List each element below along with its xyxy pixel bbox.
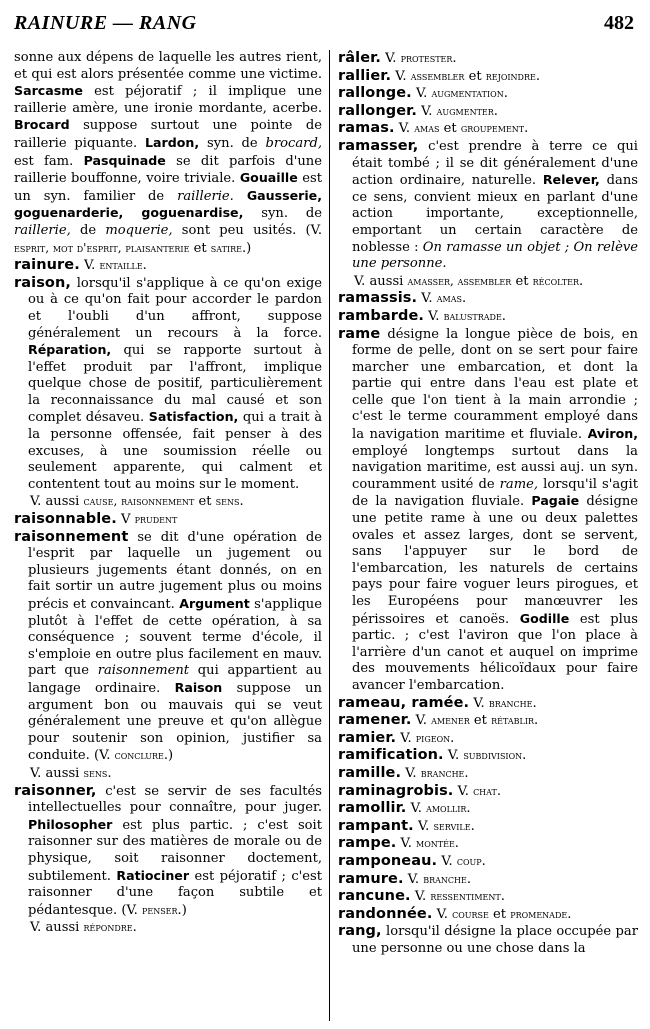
headword: ramier.: [338, 729, 397, 746]
entry-rameau: rameau, ramée. V. branche.: [338, 694, 537, 711]
cross-reference: entaille: [99, 258, 143, 273]
headword: rambarde.: [338, 307, 424, 324]
see-also: V. aussi sens.: [30, 765, 112, 781]
entry-raisonnement: raisonnement se dit d'une opération de l'esprit par laquelle un jugement ou plusieurs jugements étant donnés, on en fait sortir un autre jugement plus ou moins précis et convaincant. Argument s'applique plutôt à l'effet de cette opération, à sa conséquence ; souvent terme d'école, il s'emploie en outre plus facilement en mauv. part que raisonnement qui appartient au langage ordinaire. Raison suppose un argument bon ou mauvais qui se veut généralement une preuve et qu'on allègue pour soutenir son opinion, justifier sa conduite. (V. conclure.): [14, 528, 322, 764]
entry-ramener: ramener. V. amener et rétablir.: [338, 712, 539, 729]
headword: ramponeau.: [338, 852, 438, 869]
see-also: V. aussi répondre.: [30, 920, 137, 936]
headword: rallonger.: [338, 102, 417, 119]
headword: râler.: [338, 50, 381, 66]
headword: rampe.: [338, 835, 397, 852]
entry-continuation: sonne aux dépens de laquelle les autres rient, et qui est alors présentée comme une victime. Sarcasme est péjoratif ; il implique une raillerie amère, une ironie mordante, acerbe. Brocard suppose surtout une pointe de raillerie piquante. Lardon, syn. de brocard, est fam. Pasquinade se dit parfois d'une raillerie bouffonne, voire triviale. Gouaille est un syn. familier de raillerie. Gausserie, goguenarderie, goguenardise, syn. de raillerie, de moquerie, sont peu usités. (V. esprit, mot d'esprit, plaisanterie et satire.): [14, 50, 322, 256]
left-column: [14, 50, 322, 937]
headword: raisonnement: [14, 528, 129, 545]
entry-ramure: ramure. V. branche.: [338, 870, 472, 887]
headword: rameau, ramée.: [338, 694, 470, 711]
entry-raisonner: raisonner, c'est se servir de ses facultés intellectuelles pour connaître, pour juger. Philosopher est plus partic. ; c'est soit raisonner sur des matières de morale ou de physique, soit raisonner doctement, subtilement. Ratiociner est péjoratif ; c'est raisonner d'une façon subtile et pédantesque. (V. penser.): [14, 782, 323, 918]
headword: ramollir.: [338, 800, 407, 817]
entry-rame: rame désigne la longue pièce de bois, en forme de pelle, dont on se sert pour faire marcher une embarcation, et dont la partie qui entre dans l'eau est plate et celle que l'on tient à la main arrondie ; c'est le terme couramment employé dans la navigation maritime et fluviale. Aviron, employé longtemps surtout dans la navigation maritime, est aussi auj. un syn. couramment usité de rame, lorsqu'il s'agit de la navigation fluviale. Pagaie désigne une petite rame à une ou deux palettes ovales et assez larges, dont se servent, sans l'appuyer sur le bord de l'embarcation, les naturels de certains pays pour faire voguer leurs pirogues, et les Européens pour manœuvrer les périssoires et canoës. Godille est plus partic. ; c'est l'aviron que l'on place à l'arrière d'un canot et auquel on imprime des mouvements hélicoïdaux pour faire avancer l'embarcation.: [338, 325, 639, 693]
entry-rallier: rallier. V. assembler et rejoindre.: [338, 67, 541, 84]
entry-rainure: rainure. V. entaille.: [14, 257, 147, 274]
entry-ramas: ramas. V. amas et groupement.: [338, 120, 529, 137]
headword: ramille.: [338, 764, 402, 781]
entry-raisonnable: raisonnable. V prudent: [14, 511, 178, 528]
headword: rancune.: [338, 888, 411, 905]
entry-rambarde: rambarde. V. balustrade.: [338, 307, 506, 324]
entry-ramassis: ramassis. V. amas.: [338, 290, 467, 307]
entry-ramponeau: ramponeau. V. coup.: [338, 852, 486, 869]
headword: ramassis.: [338, 290, 418, 307]
column-divider: [329, 50, 330, 1021]
entry-ramification: ramification. V. subdivision.: [338, 747, 527, 764]
headword: rallonge.: [338, 85, 412, 102]
entry-ramille: ramille. V. branche.: [338, 764, 469, 781]
headword: raisonner,: [14, 782, 97, 799]
headword: ramification.: [338, 747, 444, 764]
entry-randonnee: randonnée. V. course et promenade.: [338, 905, 572, 922]
headword: raison,: [14, 274, 72, 291]
entry-rancune: rancune. V. ressentiment.: [338, 888, 505, 905]
headword: rallier.: [338, 67, 392, 84]
entry-rallonger: rallonger. V. augmenter.: [338, 102, 498, 119]
entry-raler: râler. V. protester.: [338, 50, 457, 66]
entry-rampe: rampe. V. montée.: [338, 835, 459, 852]
entry-ramasser: ramasser, c'est prendre à terre ce qui était tombé ; il se dit généralement d'une action ordinaire, naturelle. Relever, dans ce sens, convient mieux en parlant d'une action importante, exceptionnelle, emportant un certain caractère de noblesse : On ramasse un objet ; On relève une personne.: [338, 137, 638, 272]
entry-rang: rang, lorsqu'il désigne la place occupée par une personne ou une chose dans la: [338, 923, 638, 956]
headword: rampant.: [338, 817, 414, 834]
entry-raminagrobis: raminagrobis. V. chat.: [338, 782, 502, 799]
headword: randonnée.: [338, 905, 433, 922]
page-number: 482: [604, 12, 634, 34]
see-also: V. aussi cause, raisonnement et sens.: [30, 494, 244, 510]
cross-reference: prudent: [134, 512, 178, 527]
headword: rainure.: [14, 257, 80, 274]
entry-ramollir: ramollir. V. amollir.: [338, 800, 471, 817]
headword: ramasser,: [338, 137, 419, 154]
see-also: V. aussi amasser, assembler et récolter.: [354, 273, 584, 289]
running-title: RAINURE — RANG: [14, 12, 197, 34]
right-column: [338, 50, 638, 957]
headword: ramure.: [338, 870, 404, 887]
entry-rampant: rampant. V. servile.: [338, 817, 475, 834]
headword: ramas.: [338, 120, 395, 137]
entry-raison: raison, lorsqu'il s'applique à ce qu'on exige ou à ce qu'on fait pour accorder le pardon et l'oubli d'un affront, suppose généralement un recours à la force. Réparation, qui se rapporte surtout à l'effet produit par l'affront, implique quelque chose de positif, particulièrement la reconnaissance du mal causé et son complet désaveu. Satisfaction, qui a trait à la personne offensée, fait penser à des excuses, à une soumission réelle ou seulement apparente, qui calment et contentent tout au moins sur le moment.: [14, 274, 322, 492]
headword: raminagrobis.: [338, 782, 454, 799]
running-header: [14, 12, 634, 38]
headword: raisonnable.: [14, 511, 117, 528]
headword: rame: [338, 325, 381, 342]
entry-ramier: ramier. V. pigeon.: [338, 729, 455, 746]
entry-rallonge: rallonge. V. augmentation.: [338, 85, 508, 102]
headword: rang,: [338, 923, 382, 940]
headword: ramener.: [338, 712, 412, 729]
